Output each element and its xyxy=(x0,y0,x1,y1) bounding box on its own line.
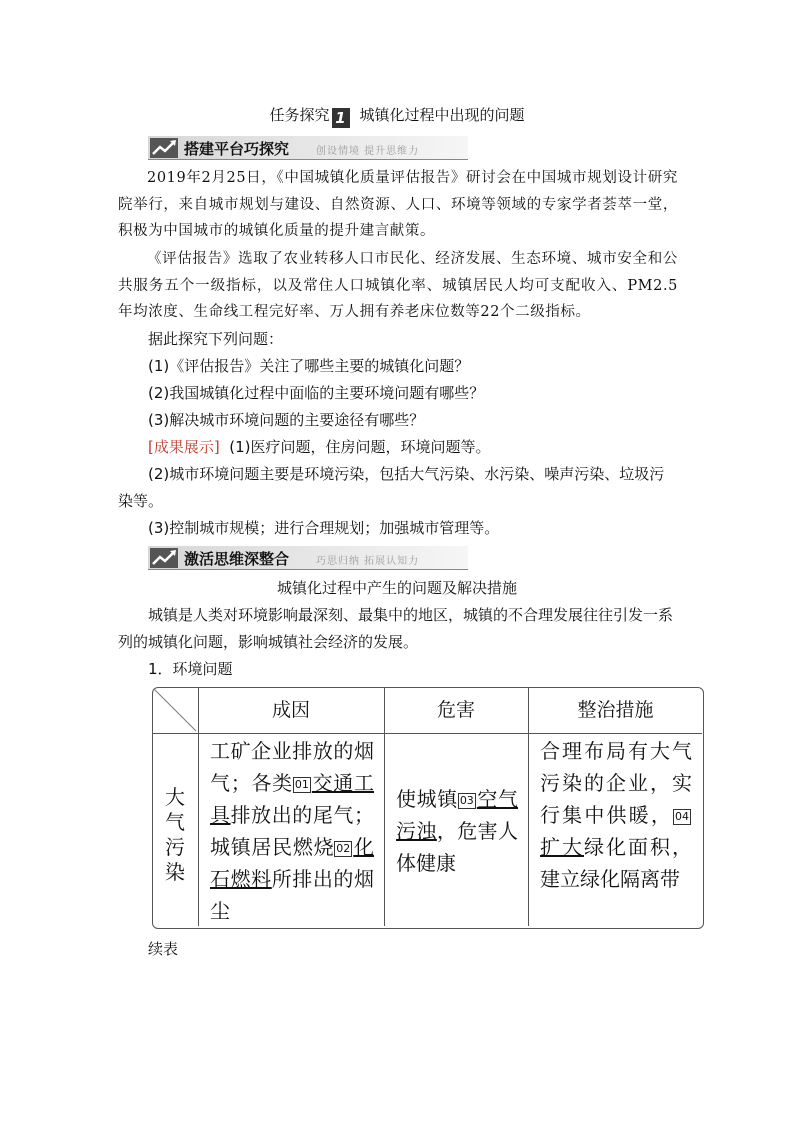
harm-text: 使城镇 xyxy=(396,787,458,811)
header-cause: 成因 xyxy=(271,699,310,721)
answer-3: (3)控制城市规模；进行合理规划；加强城市管理等。 xyxy=(148,519,500,537)
diagonal-header-cell xyxy=(152,687,198,733)
table-continued-label: 续表 xyxy=(148,940,179,958)
section-title: 搭建平台巧探究 xyxy=(184,140,290,158)
chart-trend-icon xyxy=(150,548,178,568)
task-heading xyxy=(0,104,794,128)
subheading: 城镇化过程中产生的问题及解决措施 xyxy=(276,579,517,597)
cell-measures xyxy=(540,735,692,895)
blank-number-tag: 01 xyxy=(294,778,309,791)
question-1: (1)《评估报告》关注了哪些主要的城镇化问题？ xyxy=(148,357,470,375)
answer-underline: 扩大 xyxy=(540,835,584,859)
blank-number-tag: 02 xyxy=(336,842,351,855)
row-label-air-pollution: 大气污染 xyxy=(165,785,185,884)
task-heading-title: 城镇化过程中出现的问题 xyxy=(359,106,525,124)
prompt-text: 据此探究下列问题： xyxy=(148,330,284,348)
task-number-badge: 1 xyxy=(332,108,350,128)
section-bar-integrate xyxy=(148,546,468,570)
report-paragraph: 《评估报告》选取了农业转移人口市民化、经济发展、生态环境、城市安全和公共服务五个一级指标，以及常住人口城镇化率、城镇居民人均可支配收入、PM2.5年均浓度、生命线工程完好率、万人拥有养老床位数等22个二级指标。 xyxy=(118,251,678,320)
answer-underline: 交通工具 xyxy=(210,771,375,827)
chart-trend-icon xyxy=(150,138,178,158)
table-header-divider xyxy=(153,733,702,734)
answer-underline: 空气污浊 xyxy=(396,787,519,843)
section-subtitle: 创设情境 提升思维力 xyxy=(316,146,420,157)
header-measures: 整治措施 xyxy=(577,699,654,721)
list-item-environment: 1．环境问题 xyxy=(148,660,233,678)
measures-text: 合理布局有大气污染的企业，实行集中供暖， xyxy=(540,739,692,827)
question-3: (3)解决城市环境问题的主要途径有哪些？ xyxy=(148,411,425,429)
header-harm: 危害 xyxy=(436,699,475,721)
answer-1: (1)医疗问题，住房问题，环境问题等。 xyxy=(229,438,491,456)
harm-text: ，危害人体健康 xyxy=(396,819,519,875)
answer-underline: 化石燃料 xyxy=(210,835,375,891)
section-divider xyxy=(148,159,468,160)
cause-text: 排放出的尾气；城镇居民燃烧 xyxy=(210,803,375,859)
section-subtitle: 巧思归纳 拓展认知力 xyxy=(316,556,420,567)
cities-paragraph: 城镇是人类对环境影响最深刻、最集中的地区，城镇的不合理发展往往引发一系列的城镇化问题，影响城镇社会经济的发展。 xyxy=(118,606,674,651)
blank-number-tag: 03 xyxy=(459,794,474,807)
cause-text: 工矿企业排放的烟气；各类 xyxy=(210,739,374,795)
task-heading-prefix: 任务探究 xyxy=(269,106,330,124)
section-title: 激活思维深整合 xyxy=(184,550,290,568)
results-tag: [成果展示] xyxy=(148,438,220,456)
cell-harm xyxy=(396,783,518,879)
cell-cause xyxy=(210,735,374,927)
measures-text: 绿化面积，建立绿化隔离带 xyxy=(540,835,692,891)
intro-paragraph: 2019年2月25日，《中国城镇化质量评估报告》研讨会在中国城市规划设计研究院举行，来自城市规划与建设、自然资源、人口、环境等领域的专家学者荟萃一堂，积极为中国城市的城镇化质量的提升建言献策。 xyxy=(118,170,678,239)
question-2: (2)我国城镇化过程中面临的主要环境问题有哪些？ xyxy=(148,384,485,402)
cause-text: 所排出的烟尘 xyxy=(210,867,375,923)
answer-2: (2)城市环境问题主要是环境污染，包括大气污染、水污染、噪声污染、垃圾污染等。 xyxy=(118,465,665,510)
section-divider xyxy=(148,569,468,570)
blank-number-tag: 04 xyxy=(675,810,689,823)
answer-1-line xyxy=(148,434,491,461)
section-bar-explore xyxy=(148,136,468,160)
